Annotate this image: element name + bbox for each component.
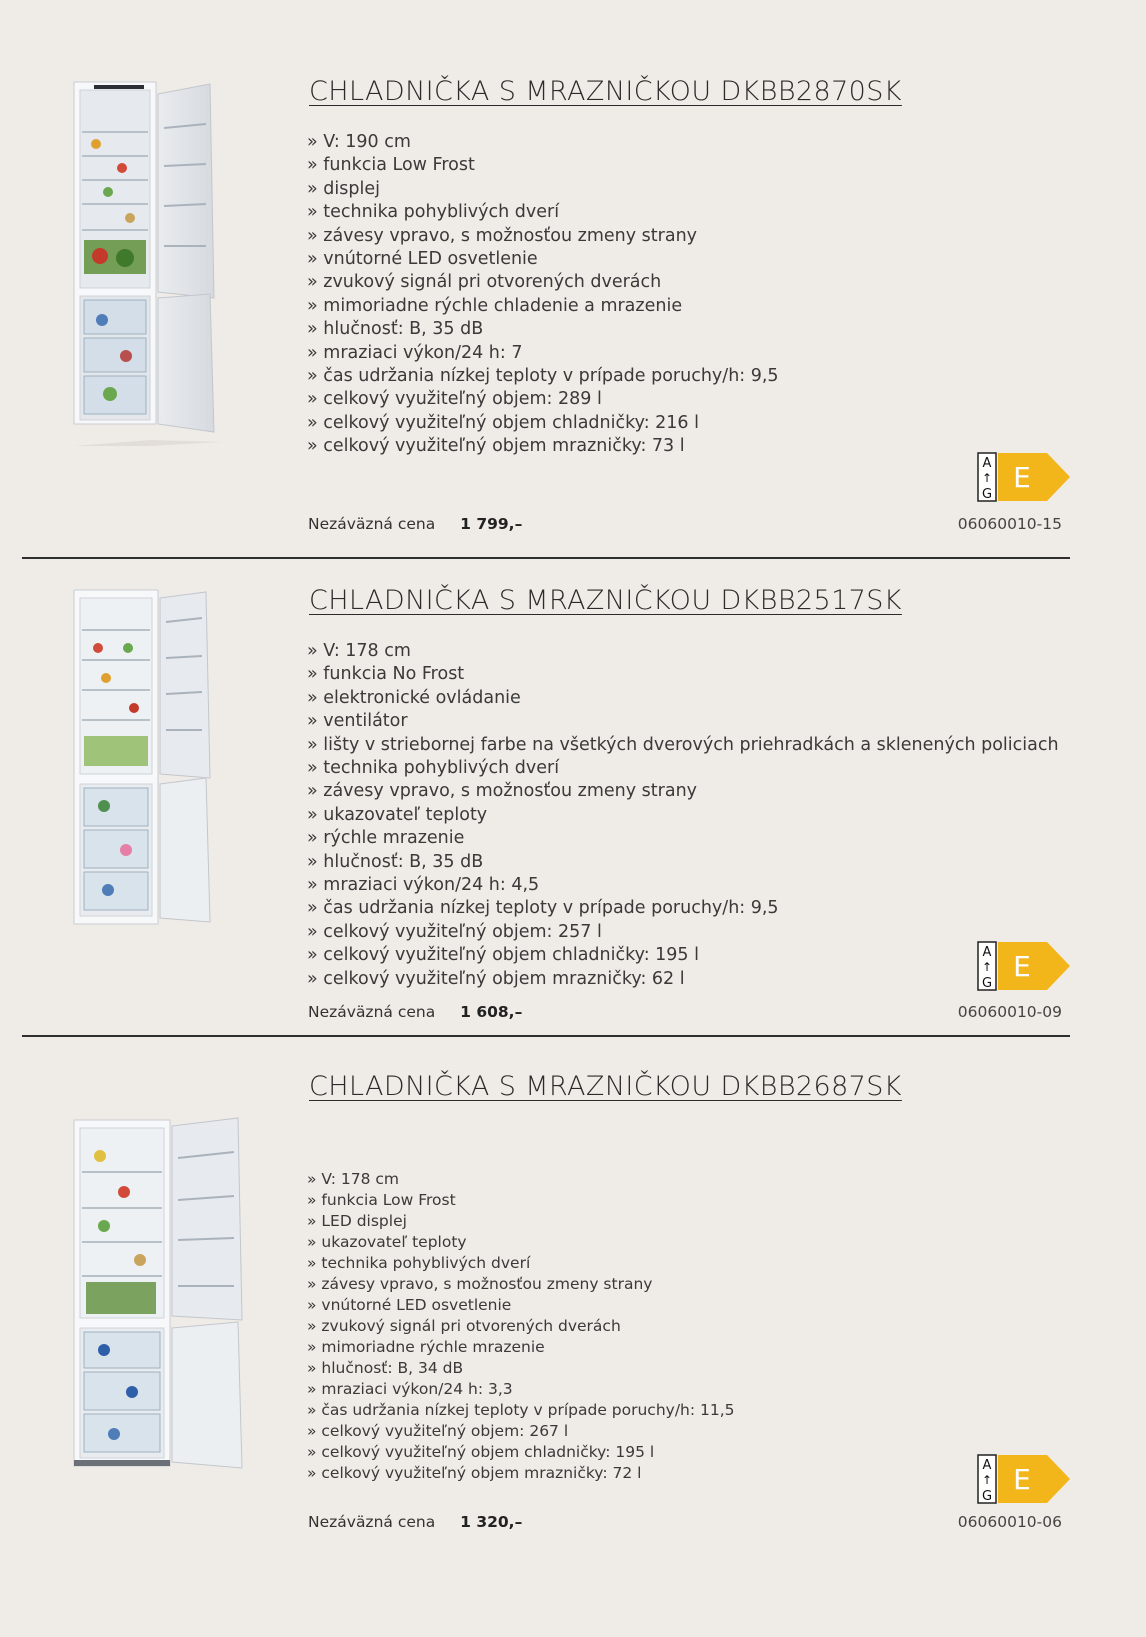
price-row (308, 1003, 522, 1021)
feature-item: » technika pohyblivých dverí (307, 202, 560, 223)
price-label: Nezáväzná cena (308, 515, 436, 533)
feature-item: » celkový využiteľný objem chladničky: 195 l (307, 945, 699, 966)
feature-item: » ukazovateľ teploty (307, 804, 488, 825)
product-code: 06060010-06 (957, 1513, 1062, 1531)
feature-item: » mraziaci výkon/24 h: 3,3 (307, 1380, 513, 1398)
feature-item: » displej (307, 178, 380, 199)
energy-scale-bottom: G (981, 1489, 993, 1504)
feature-item: » celkový využiteľný objem mrazničky: 73 l (307, 436, 685, 457)
product-dkbb2687sk (0, 1038, 1146, 1637)
product-title: CHLADNIČKA S MRAZNIČKOU DKBB2687SK (309, 1071, 902, 1102)
feature-item: » funkcia No Frost (307, 664, 465, 685)
price-label: Nezáväzná cena (308, 1513, 436, 1531)
price-value: 1 320,– (460, 1513, 523, 1531)
feature-item: » závesy vpravo, s možnosťou zmeny strany (307, 225, 698, 246)
feature-list (307, 640, 1059, 991)
feature-item: » rýchle mrazenie (307, 828, 465, 849)
price-value: 1 799,– (460, 515, 523, 533)
feature-item: » vnútorné LED osvetlenie (307, 249, 538, 270)
energy-label-icon (977, 1454, 1071, 1504)
feature-item: » čas udržania nízkej teploty v prípade poruchy/h: 9,5 (307, 366, 779, 387)
feature-item: » mimoriadne rýchle chladenie a mrazenie (307, 295, 683, 316)
energy-label-icon (977, 452, 1071, 502)
product-title: CHLADNIČKA S MRAZNIČKOU DKBB2870SK (309, 76, 902, 107)
feature-item: » čas udržania nízkej teploty v prípade poruchy/h: 9,5 (307, 898, 779, 919)
feature-item: » celkový využiteľný objem: 267 l (307, 1422, 569, 1440)
feature-item: » hlučnosť: B, 35 dB (307, 319, 484, 340)
feature-item: » lišty v striebornej farbe na všetkých dverových priehradkách a sklenených policiach (307, 734, 1059, 755)
feature-item: » V: 178 cm (307, 641, 411, 661)
svg-text:↑: ↑ (981, 960, 993, 974)
feature-item: » celkový využiteľný objem: 289 l (307, 389, 602, 410)
product-code: 06060010-15 (957, 515, 1062, 533)
energy-scale-top: A (982, 945, 992, 960)
product-dkbb2517sk (0, 560, 1146, 1038)
feature-list (307, 1169, 735, 1484)
feature-item: » hlučnosť: B, 34 dB (307, 1359, 464, 1377)
feature-item: » závesy vpravo, s možnosťou zmeny strany (307, 781, 698, 802)
feature-item: » zvukový signál pri otvorených dverách (307, 1317, 621, 1335)
feature-item: » závesy vpravo, s možnosťou zmeny strany (307, 1275, 653, 1293)
feature-item: » V: 178 cm (307, 1170, 400, 1188)
feature-item: » technika pohyblivých dverí (307, 1254, 531, 1272)
price-row (308, 515, 522, 533)
product-dkbb2870sk (0, 0, 1146, 560)
energy-scale-bottom: G (981, 487, 993, 502)
price-value: 1 608,– (460, 1003, 523, 1021)
product-title: CHLADNIČKA S MRAZNIČKOU DKBB2517SK (309, 585, 902, 616)
svg-text:↑: ↑ (981, 1473, 993, 1487)
feature-item: » V: 190 cm (307, 132, 411, 152)
energy-scale-bottom: G (981, 976, 993, 991)
svg-text:↑: ↑ (981, 471, 993, 485)
section-divider (22, 557, 1070, 559)
feature-item: » hlučnosť: B, 35 dB (307, 851, 484, 872)
feature-item: » funkcia Low Frost (307, 155, 475, 176)
fridge-image (70, 80, 226, 450)
energy-class: E (1013, 950, 1031, 983)
energy-scale-top: A (982, 456, 992, 471)
fridge-image (70, 588, 226, 934)
price-label: Nezáväzná cena (308, 1003, 436, 1021)
energy-scale-top: A (982, 1458, 992, 1473)
feature-item: » LED displej (307, 1212, 407, 1230)
fridge-image (70, 1116, 256, 1486)
feature-item: » čas udržania nízkej teploty v prípade poruchy/h: 11,5 (307, 1401, 735, 1419)
product-code: 06060010-09 (957, 1003, 1062, 1021)
feature-item: » mraziaci výkon/24 h: 4,5 (307, 875, 540, 896)
feature-item: » zvukový signál pri otvorených dverách (307, 272, 662, 293)
feature-item: » celkový využiteľný objem mrazničky: 62 l (307, 968, 685, 989)
feature-item: » mraziaci výkon/24 h: 7 (307, 342, 523, 363)
feature-item: » celkový využiteľný objem mrazničky: 72 l (307, 1464, 642, 1482)
feature-item: » celkový využiteľný objem chladničky: 195 l (307, 1443, 655, 1461)
feature-item: » ventilátor (307, 711, 408, 732)
feature-item: » technika pohyblivých dverí (307, 758, 560, 779)
price-row (308, 1513, 522, 1531)
feature-item: » mimoriadne rýchle mrazenie (307, 1338, 545, 1356)
energy-class: E (1013, 1463, 1031, 1496)
feature-list (307, 131, 779, 459)
feature-item: » celkový využiteľný objem chladničky: 216 l (307, 412, 699, 433)
feature-item: » celkový využiteľný objem: 257 l (307, 921, 602, 942)
feature-item: » ukazovateľ teploty (307, 1233, 467, 1251)
energy-label-icon (977, 941, 1071, 991)
energy-class: E (1013, 461, 1031, 494)
feature-item: » elektronické ovládanie (307, 687, 521, 708)
feature-item: » funkcia Low Frost (307, 1191, 456, 1209)
section-divider (22, 1035, 1070, 1037)
feature-item: » vnútorné LED osvetlenie (307, 1296, 512, 1314)
